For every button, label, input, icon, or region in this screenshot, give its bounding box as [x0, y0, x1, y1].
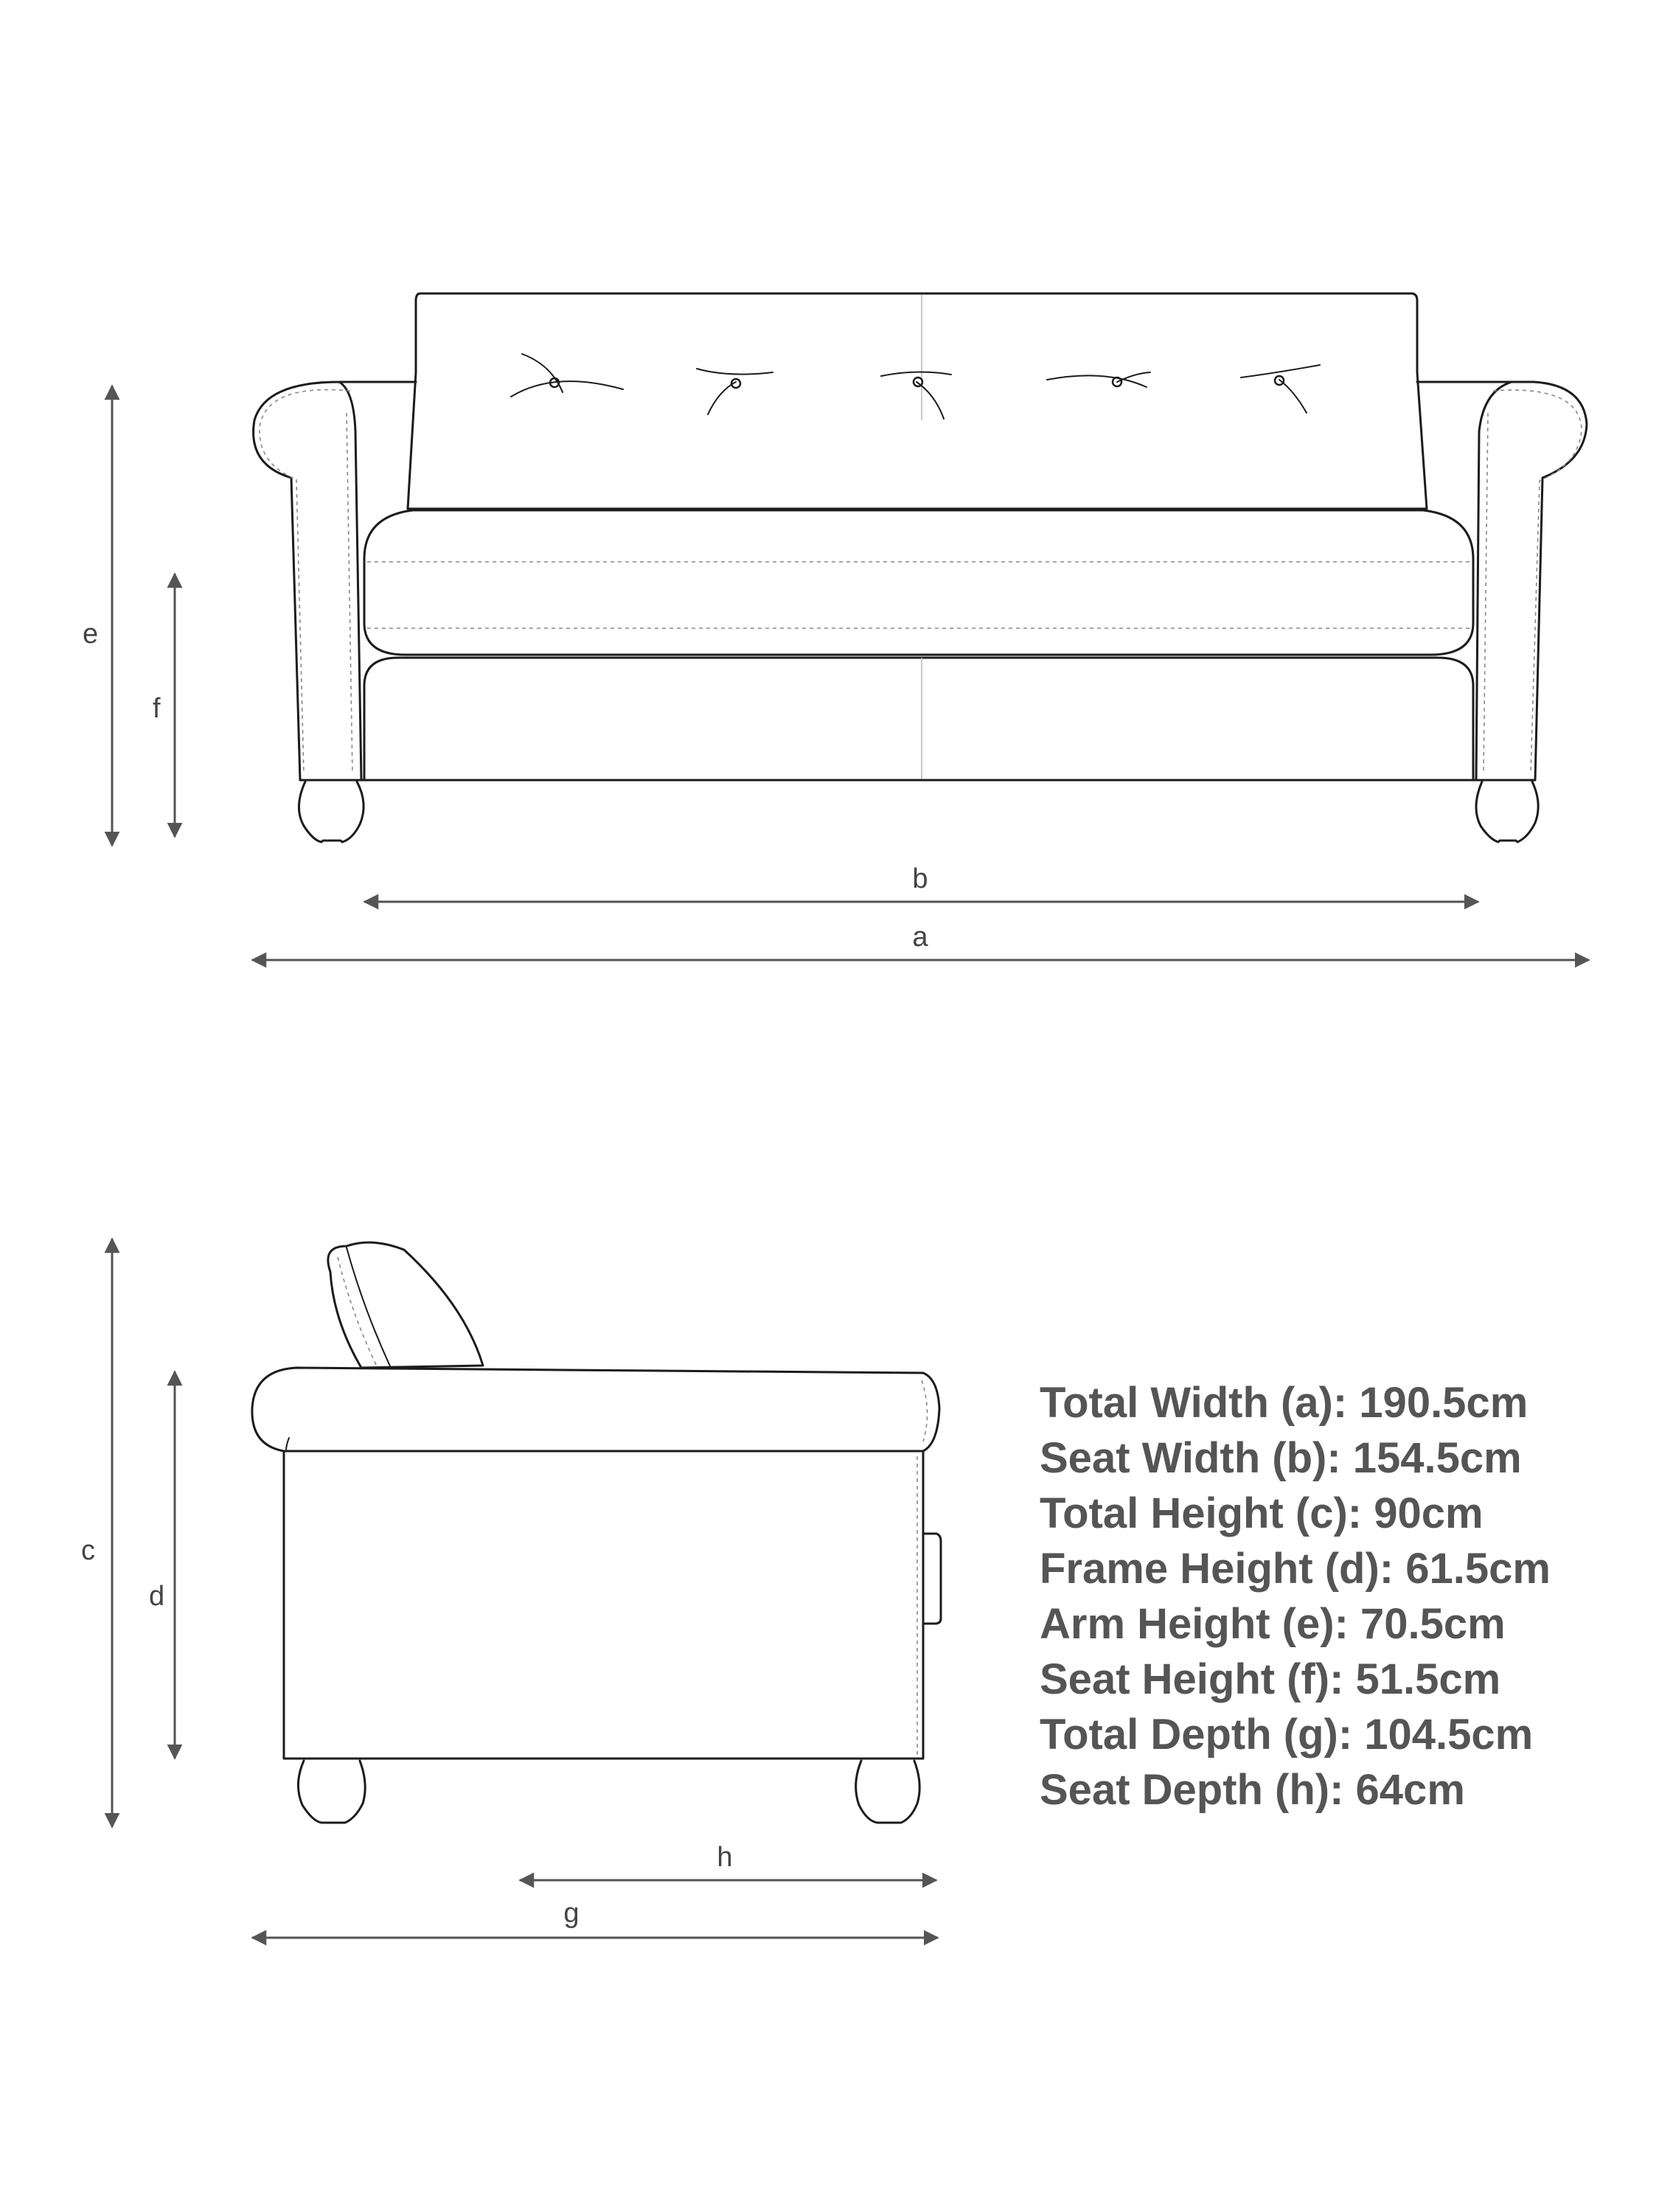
tuft-button [697, 369, 773, 414]
right-arm [1417, 382, 1587, 780]
side-rear-panel [923, 1534, 941, 1624]
dimension-label-b: b [912, 863, 928, 894]
side-front-foot [298, 1761, 365, 1823]
dimension-c [81, 1239, 112, 1827]
dimension-e [83, 386, 112, 846]
side-back-cushion [328, 1242, 483, 1368]
back-cushion [408, 293, 1427, 509]
sofa-base [364, 658, 1473, 780]
side-body [284, 1451, 923, 1759]
dimension-label-a: a [912, 922, 928, 953]
dimension-label-d: d [149, 1581, 165, 1612]
spec-seat-depth: Seat Depth (h): 64cm [1040, 1766, 1465, 1814]
dimension-b [364, 863, 1478, 902]
front-left-foot [299, 782, 364, 842]
tuft-button [511, 354, 623, 397]
dimension-label-h: h [717, 1842, 733, 1873]
dimension-h [520, 1842, 936, 1880]
side-rear-foot [856, 1761, 920, 1823]
spec-total-width: Total Width (a): 190.5cm [1040, 1379, 1528, 1427]
dimension-label-c: c [81, 1535, 95, 1566]
side-arm-roll [252, 1368, 939, 1451]
dimension-label-g: g [563, 1898, 580, 1929]
dimension-d [149, 1371, 175, 1759]
dimension-label-f: f [153, 693, 161, 724]
dimension-label-e: e [83, 619, 99, 650]
specifications-list [1040, 1375, 1551, 1818]
seat-cushion [364, 510, 1473, 655]
spec-total-height: Total Height (c): 90cm [1040, 1489, 1484, 1537]
left-arm [254, 382, 416, 780]
dimension-f [153, 574, 175, 837]
tuft-button [881, 372, 951, 419]
sofa-side-view [252, 1242, 941, 1823]
tufting-buttons [511, 354, 1320, 419]
sofa-front-view [254, 293, 1587, 842]
dimension-g [252, 1898, 938, 1938]
front-right-foot [1476, 782, 1538, 842]
tuft-button [1047, 372, 1150, 387]
tuft-button [1241, 365, 1320, 413]
dimension-a [252, 922, 1589, 960]
spec-arm-height: Arm Height (e): 70.5cm [1040, 1600, 1506, 1648]
spec-seat-width: Seat Width (b): 154.5cm [1040, 1434, 1522, 1482]
spec-seat-height: Seat Height (f): 51.5cm [1040, 1655, 1501, 1703]
spec-total-depth: Total Depth (g): 104.5cm [1040, 1711, 1534, 1759]
spec-frame-height: Frame Height (d): 61.5cm [1040, 1545, 1551, 1593]
